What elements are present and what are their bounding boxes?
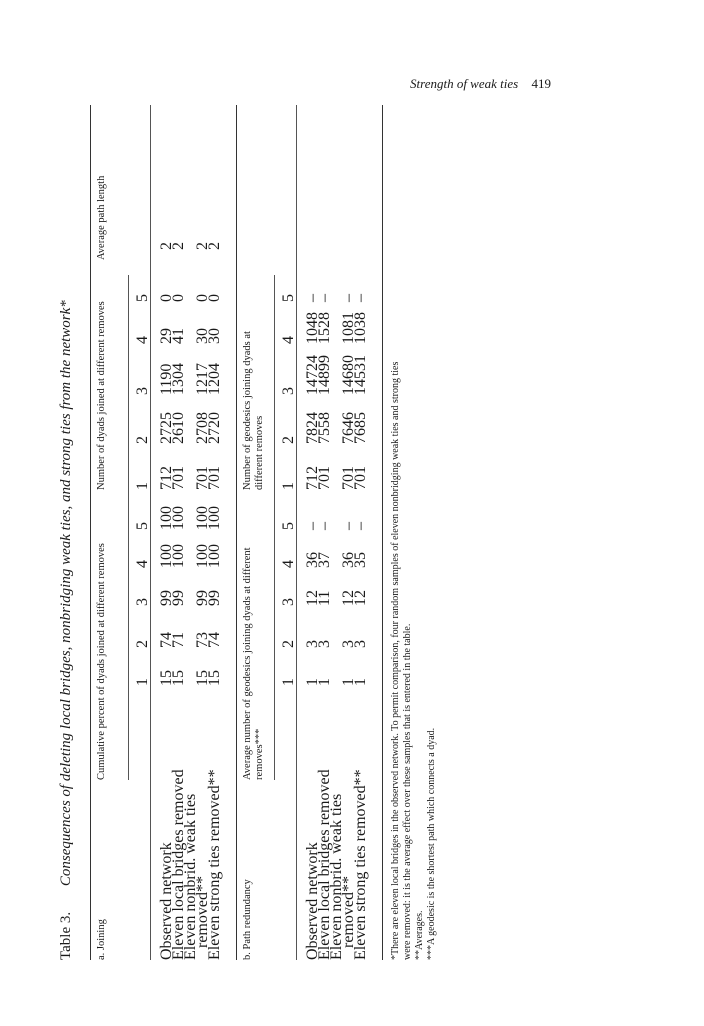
running-head-title: Strength of weak ties: [410, 76, 519, 91]
a-g1-col-header: 2: [134, 640, 151, 648]
b-g1-value: 36: [340, 552, 357, 568]
b-g1-value: 1: [316, 678, 333, 686]
b-g2-value: 1528: [316, 312, 333, 344]
a-g2-value: 701: [206, 466, 223, 490]
a-g2-value: 29: [158, 328, 175, 344]
a-g1-value: 100: [170, 506, 187, 530]
b-g2-col-header: 2: [280, 436, 297, 444]
b-g2-value: 7646: [340, 412, 357, 444]
a-g2-value: 1190: [158, 363, 175, 395]
a-g1-value: 15: [158, 670, 175, 686]
b-g2-col-header: 4: [280, 336, 297, 344]
a-g2-value: 712: [158, 466, 175, 490]
b-g2-value: 14680: [340, 355, 357, 395]
b-g2-value: 1038: [352, 312, 369, 344]
a-g1-value: 100: [158, 544, 175, 568]
a-row-label-cont: removed**: [194, 876, 211, 948]
b-g1-col-header: 1: [280, 678, 297, 686]
b-g1-value: 12: [352, 590, 369, 606]
a-g1-value: 99: [158, 590, 175, 606]
b-header-rule: [296, 105, 297, 960]
b-g2-value: 712: [304, 466, 321, 490]
b-g2-value: 7824: [304, 412, 321, 444]
a-g2-value: 2610: [170, 412, 187, 444]
table-caption: [58, 300, 75, 960]
b-g2-value: –: [304, 294, 321, 302]
b-g1-value: 37: [316, 552, 333, 568]
a-g1-value: 100: [158, 506, 175, 530]
a-group3-title: Average path length: [96, 175, 107, 260]
b-g2-value: 701: [316, 466, 333, 490]
b-group1-rule: [274, 490, 275, 780]
b-group2-title: Number of geodesics joining dyads at different removes: [242, 331, 265, 490]
b-g1-value: 1: [352, 678, 369, 686]
a-g1-value: 99: [194, 590, 211, 606]
b-g1-col-header: 5: [280, 522, 297, 530]
a-g1-value: 99: [206, 590, 223, 606]
a-header-rule: [150, 105, 151, 960]
b-g1-value: –: [316, 522, 333, 530]
b-g2-col-header: 5: [280, 294, 297, 302]
b-label: b. Path redundancy: [242, 879, 253, 960]
a-g2-value: 41: [170, 328, 187, 344]
a-g1-col-header: 4: [134, 560, 151, 568]
footnote: *There are eleven local bridges in the observed network. To permit comparison, four random samples of eleven nonbridging weak ties and strong ties: [390, 361, 401, 960]
a-row-label: Eleven strong ties removed**: [206, 769, 223, 960]
a-g1-value: 100: [206, 506, 223, 530]
a-g1-value: 15: [194, 670, 211, 686]
b-group2-rule: [274, 275, 275, 490]
table-footnotes: [390, 110, 438, 960]
a-apl-value: 2: [194, 242, 211, 250]
footnote: **Averages.: [414, 910, 425, 960]
a-g2-col-header: 5: [134, 294, 151, 302]
a-g1-value: 15: [206, 670, 223, 686]
footnote: were removed: it is the average effect over these samples that is entered in the table.: [402, 623, 413, 960]
b-g2-value: 701: [340, 466, 357, 490]
b-g1-value: –: [340, 522, 357, 530]
b-g1-value: 3: [304, 640, 321, 648]
page-number: 419: [531, 76, 551, 91]
a-g2-value: 701: [170, 466, 187, 490]
a-g1-col-header: 5: [134, 522, 151, 530]
a-group2-rule: [128, 275, 129, 490]
a-apl-value: 2: [206, 242, 223, 250]
b-g2-value: 14899: [316, 355, 333, 395]
a-g2-col-header: 1: [134, 482, 151, 490]
b-g1-value: 3: [316, 640, 333, 648]
a-g1-value: 100: [194, 506, 211, 530]
a-row-label: Eleven nonbrid. weak ties: [182, 793, 199, 960]
b-g1-col-header: 2: [280, 640, 297, 648]
a-g1-value: 73: [194, 632, 211, 648]
b-g1-value: 1: [304, 678, 321, 686]
footnote: ***A geodesic is the shortest path which connects a dyad.: [426, 727, 437, 960]
b-g1-value: –: [352, 522, 369, 530]
b-g2-value: –: [340, 294, 357, 302]
a-apl-value: 2: [170, 242, 187, 250]
a-g2-value: 30: [194, 328, 211, 344]
b-g2-col-header: 1: [280, 482, 297, 490]
a-g2-value: 0: [170, 294, 187, 302]
b-g2-value: 14531: [352, 355, 369, 395]
a-g1-value: 74: [206, 632, 223, 648]
b-g1-value: 3: [340, 640, 357, 648]
b-g2-value: –: [352, 294, 369, 302]
a-g2-value: 0: [194, 294, 211, 302]
a-group1-title: Cumulative percent of dyads joined at different removes: [96, 543, 107, 780]
b-g2-value: 14724: [304, 355, 321, 395]
b-row-label: Observed network: [304, 842, 321, 960]
a-g2-value: 2725: [158, 412, 175, 444]
a-g2-value: 1204: [206, 363, 223, 395]
rule-between: [236, 105, 237, 960]
rule-bottom: [382, 105, 383, 960]
b-g1-value: 12: [340, 590, 357, 606]
a-g2-value: 1304: [170, 363, 187, 395]
b-g1-col-header: 4: [280, 560, 297, 568]
b-g2-value: 1081: [340, 312, 357, 344]
b-group1-title: Average number of geodesics joining dyads at different removes***: [242, 547, 265, 780]
b-g2-value: –: [316, 294, 333, 302]
b-g1-col-header: 3: [280, 598, 297, 606]
a-g1-value: 100: [170, 544, 187, 568]
a-g1-col-header: 1: [134, 678, 151, 686]
a-g2-col-header: 3: [134, 387, 151, 395]
rotated-table-block: [50, 60, 570, 960]
a-g1-col-header: 3: [134, 598, 151, 606]
a-g1-value: 100: [194, 544, 211, 568]
a-g2-value: 1217: [194, 363, 211, 395]
a-g1-value: 71: [170, 632, 187, 648]
b-g1-value: 35: [352, 552, 369, 568]
rule-top: [90, 105, 91, 960]
a-group1-rule: [128, 490, 129, 780]
table-title: Consequences of deleting local bridges, nonbridging weak ties, and strong ties from the network*: [58, 300, 74, 887]
b-row-label: Eleven local bridges removed: [316, 769, 333, 960]
b-g1-value: –: [304, 522, 321, 530]
a-g1-value: 100: [206, 544, 223, 568]
b-row-label-cont: removed**: [340, 876, 357, 948]
a-g2-value: 30: [206, 328, 223, 344]
a-row-label: Observed network: [158, 842, 175, 960]
a-g2-value: 701: [194, 466, 211, 490]
a-g2-value: 2720: [206, 412, 223, 444]
b-g2-value: 1048: [304, 312, 321, 344]
b-g1-value: 12: [304, 590, 321, 606]
b-g2-value: 7685: [352, 412, 369, 444]
b-g1-value: 11: [316, 590, 333, 606]
b-row-label: Eleven strong ties removed**: [352, 769, 369, 960]
b-g1-value: 1: [340, 678, 357, 686]
a-group2-title: Number of dyads joined at different removes: [96, 301, 107, 490]
b-g1-value: 3: [352, 640, 369, 648]
b-g2-value: 701: [352, 466, 369, 490]
a-g2-value: 0: [206, 294, 223, 302]
a-g1-value: 15: [170, 670, 187, 686]
a-g1-value: 74: [158, 632, 175, 648]
b-row-label: Eleven nonbrid. weak ties: [328, 793, 345, 960]
a-g2-col-header: 4: [134, 336, 151, 344]
table-number: Table 3.: [58, 911, 74, 960]
b-g2-col-header: 3: [280, 387, 297, 395]
a-label: a. Joining: [96, 919, 107, 960]
a-g2-col-header: 2: [134, 436, 151, 444]
b-g2-value: 7558: [316, 412, 333, 444]
a-row-label: Eleven local bridges removed: [170, 769, 187, 960]
a-g2-value: 0: [158, 294, 175, 302]
a-g1-value: 99: [170, 590, 187, 606]
a-g2-value: 2708: [194, 412, 211, 444]
b-g1-value: 36: [304, 552, 321, 568]
a-apl-value: 2: [158, 242, 175, 250]
